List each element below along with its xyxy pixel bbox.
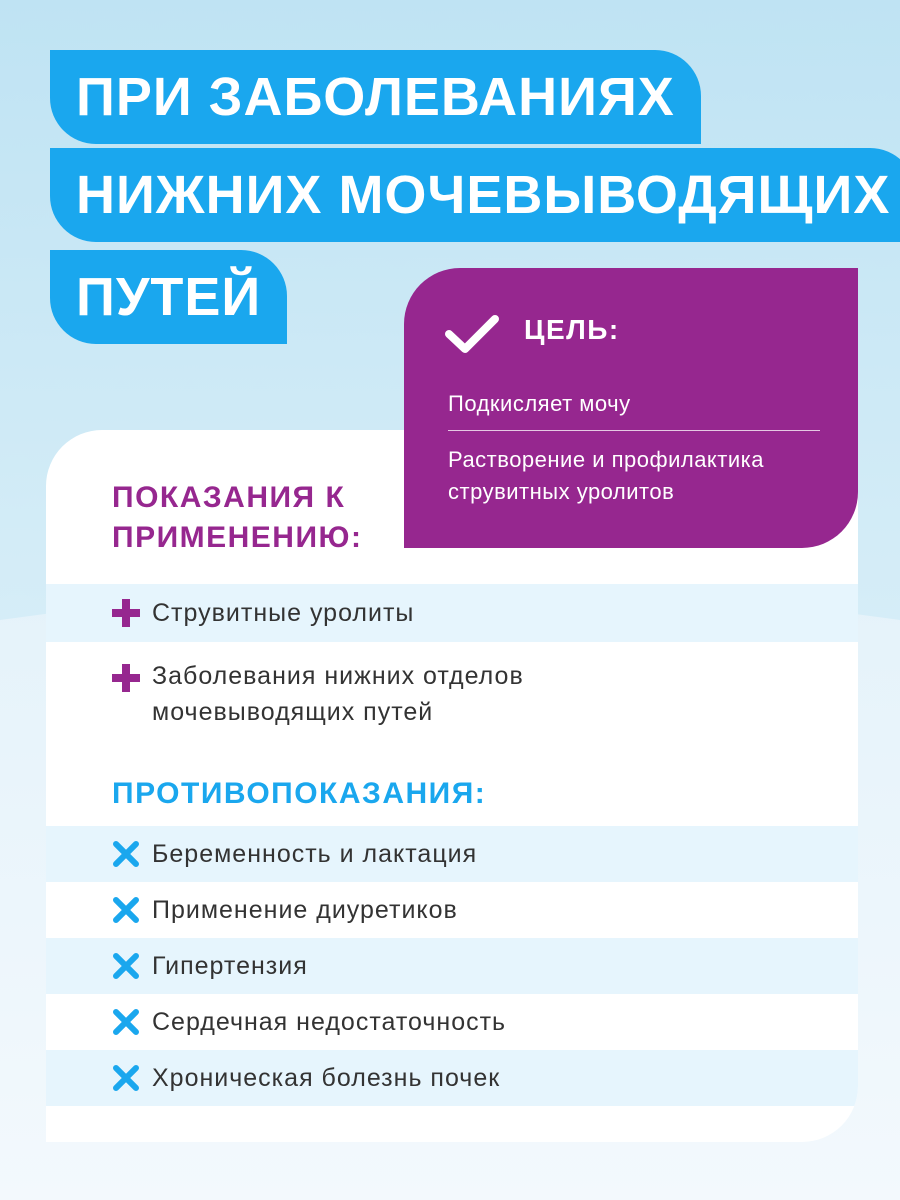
contraindication-row: [46, 826, 858, 882]
contraindication-item: Беременность и лактация: [152, 840, 478, 868]
goal-title: ЦЕЛЬ:: [524, 314, 620, 345]
indication-item: Заболевания нижних отделов мочевыводящих путей: [152, 662, 524, 726]
goal-divider: [448, 430, 820, 431]
contraindication-item: Сердечная недостаточность: [152, 1008, 507, 1036]
indication-row: [46, 584, 858, 642]
goal-item: Подкисляет мочу: [448, 391, 631, 416]
cross-icon: [112, 952, 140, 980]
contraindication-row: [46, 882, 858, 938]
contraindication-row: [46, 938, 858, 994]
headline-line-1: ПРИ ЗАБОЛЕВАНИЯХ: [50, 50, 701, 144]
cross-icon: [112, 1064, 140, 1092]
goal-box: [404, 268, 858, 548]
contraindication-item: Хроническая болезнь почек: [152, 1064, 501, 1092]
contraindication-row: [46, 994, 858, 1050]
plus-icon: [112, 664, 140, 692]
cross-icon: [112, 1008, 140, 1036]
check-icon: [444, 312, 500, 356]
goal-item: Растворение и профилактика струвитных уролитов: [448, 447, 765, 504]
indication-row: [46, 646, 858, 742]
plus-icon: [112, 599, 140, 627]
indication-item: Струвитные уролиты: [152, 599, 415, 627]
headline-line-3: ПУТЕЙ: [50, 250, 287, 344]
contraindication-item: Применение диуретиков: [152, 896, 458, 924]
contraindication-row: [46, 1050, 858, 1106]
cross-icon: [112, 896, 140, 924]
headline-line-2: НИЖНИХ МОЧЕВЫВОДЯЩИХ: [50, 148, 900, 242]
cross-icon: [112, 840, 140, 868]
contraindications-title: ПРОТИВОПОКАЗАНИЯ:: [112, 777, 487, 810]
contraindication-item: Гипертензия: [152, 952, 308, 980]
indications-title: ПОКАЗАНИЯ К ПРИМЕНЕНИЮ:: [112, 481, 363, 554]
